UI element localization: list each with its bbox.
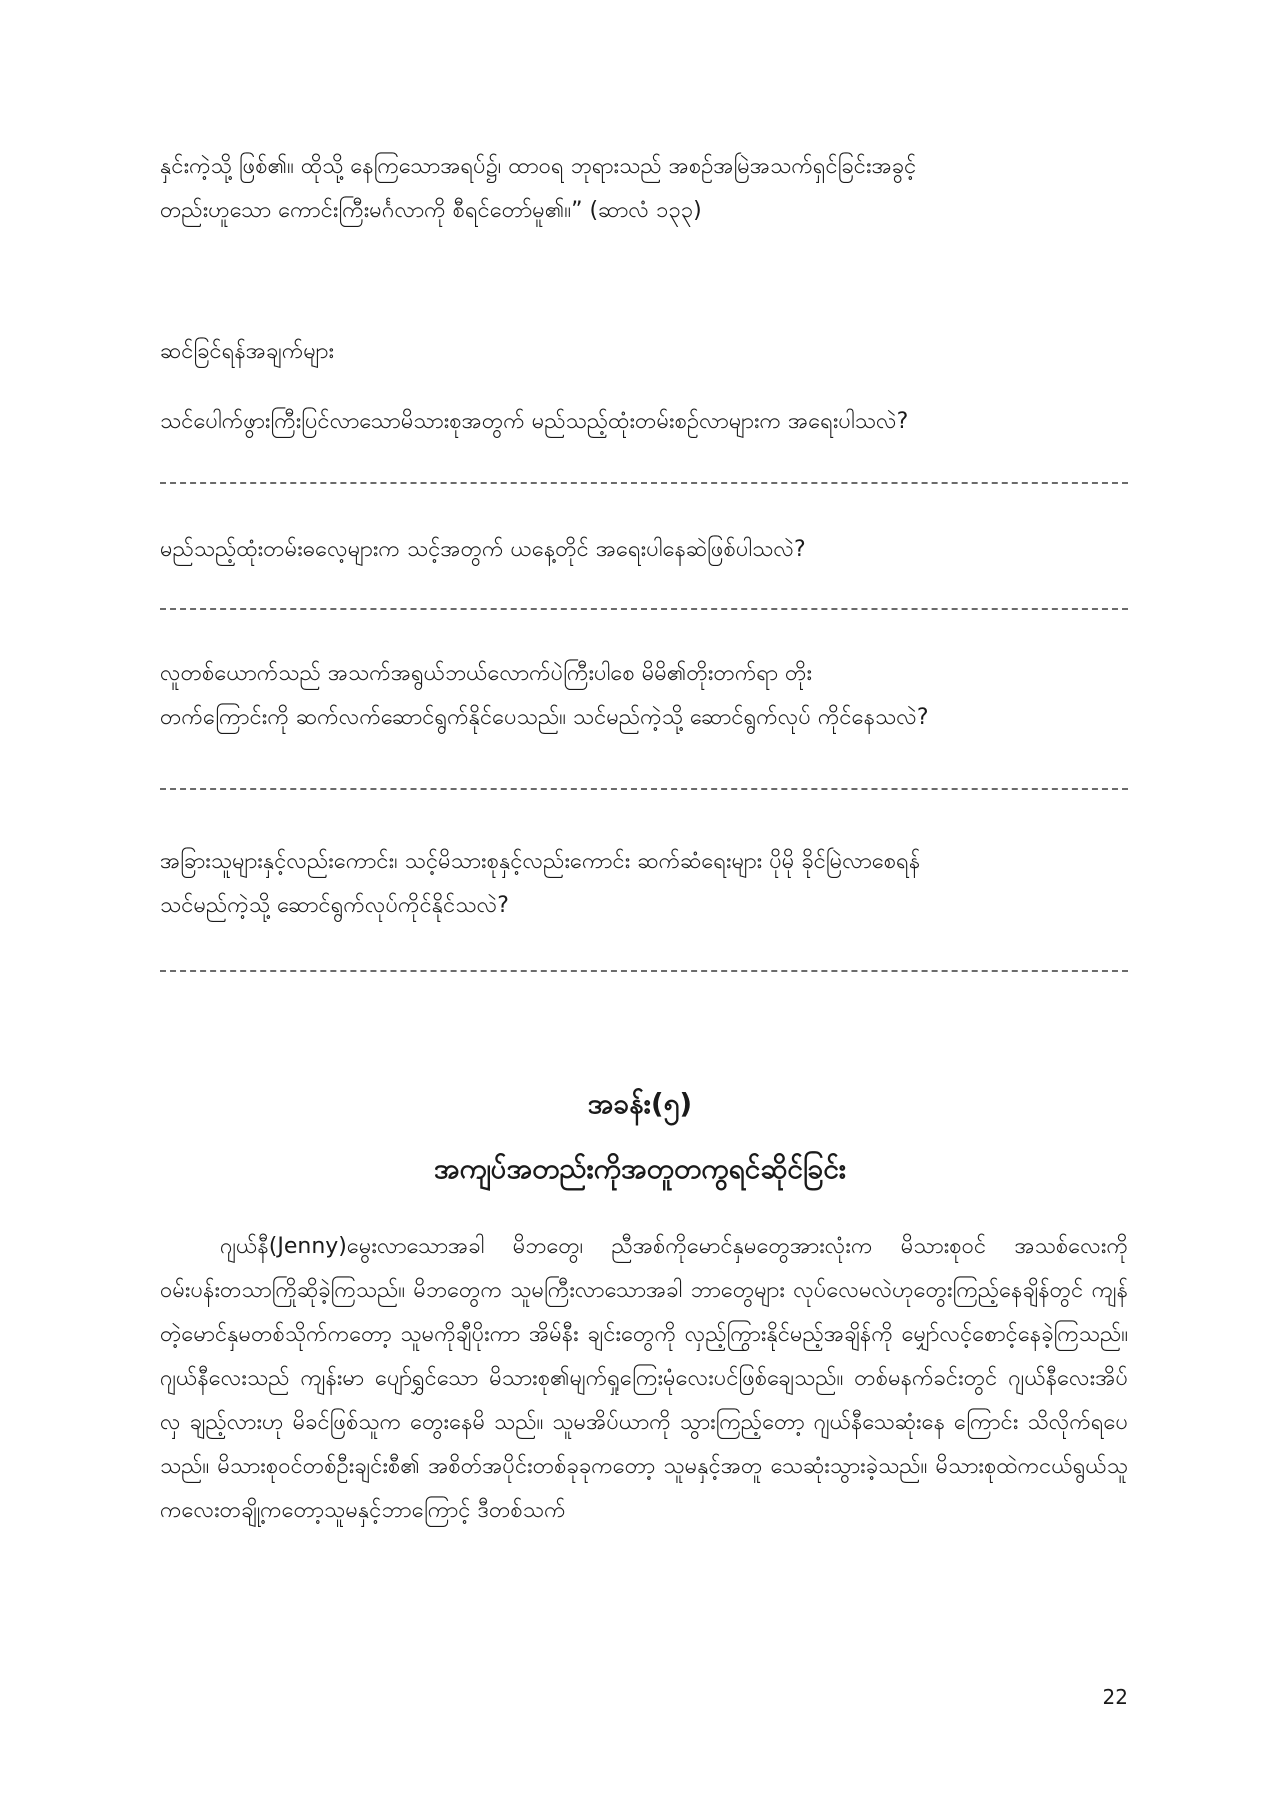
reflection-question-4 <box>160 840 1128 928</box>
chapter-number: အခန်း(၅) <box>587 1087 693 1120</box>
intro-line-2: တည်းဟူသော ကောင်းကြီးမင်္ဂလာကို စီရင်တော်မူ၏။” (ဆာလံ ၁၃၃) <box>160 198 702 223</box>
chapter-body-paragraph: ဂျယ်နီ(Jenny)မွေးလာသောအခါ မိဘတွေ၊ ညီအစ်ကိုမောင်နှမတွေအားလုံးက မိသားစုဝင် အသစ်လေးကို ဝမ်းပန်းတသာကြိုဆိုခဲ့ကြသည်။ မိဘတွေက သူမကြီးလာသောအခါ ဘာတွေများ လုပ်လေမလဲဟုတွေးကြည့်နေချိန်တွင် ကျန်တဲ့မောင်နှမတစ်သိုက်ကတော့ သူမကိုချီပိုးကာ အိမ်နီး ချင်းတွေကို လှည့်ကြွားနိုင်မည့်အချိန်ကို မျှော်လင့်စောင့်နေခဲ့ကြသည်။ ဂျယ်နီလေးသည် ကျန်းမာ ပျော်ရွှင်သော မိသားစု၏မျက်ရှုကြေးမုံလေးပင်ဖြစ်ချေသည်။ တစ်မနက်ခင်းတွင် ဂျယ်နီလေးအိပ်လှ ချည့်လားဟု မိခင်ဖြစ်သူက တွေးနေမိ သည်။ သူမအိပ်ယာကို သွားကြည့်တော့ ဂျယ်နီသေဆုံးနေ ကြောင်း သိလိုက်ရပေသည်။ မိသားစုဝင်တစ်ဦးချင်းစီ၏ အစိတ်အပိုင်းတစ်ခုခုကတော့ သူမနှင့်အတူ သေဆုံးသွားခဲ့သည်။ မိသားစုထဲကငယ်ရွယ်သူကလေးတချို့ကတော့သူမနှင့်ဘာကြောင့် ဒီတစ်သက် <box>160 1234 1128 1523</box>
reflection-question-3 <box>160 652 1128 740</box>
answer-line-1 <box>160 482 1128 484</box>
reflection-question-3-line-2: တက်ကြောင်းကို ဆက်လက်ဆောင်ရွက်နိုင်ပေသည်။ သင်မည်ကဲ့သို့ ဆောင်ရွက်လုပ် ကိုင်နေသလဲ? <box>160 705 929 730</box>
reflection-heading: ဆင်ခြင်ရန်အချက်များ <box>160 339 335 364</box>
chapter-title: အကျပ်အတည်းကိုအတူတကွရင်ဆိုင်ခြင်း <box>433 1152 847 1185</box>
reflection-question-4-line-2: သင်မည်ကဲ့သို့ ဆောင်ရွက်လုပ်ကိုင်နိုင်သလဲ? <box>160 893 509 918</box>
reflection-question-4-line-1: အခြားသူများနှင့်လည်းကောင်း၊ သင့်မိသားစုနှင့်လည်းကောင်း ဆက်ဆံရေးများ ပိုမို ခိုင်မြဲလာစေရန် <box>160 849 921 874</box>
page-number: 22 <box>1102 1685 1128 1709</box>
reflection-question-1: သင်ပေါက်ဖွားကြီးပြင်လာသောမိသားစုအတွက် မည်သည့်ထုံးတမ်းစဉ်လာများက အရေးပါသလဲ? <box>160 409 909 434</box>
answer-line-2 <box>160 608 1128 610</box>
answer-line-4 <box>160 970 1128 972</box>
reflection-question-2: မည်သည့်ထုံးတမ်းဓလေ့များက သင့်အတွက် ယနေ့တိုင် အရေးပါနေဆဲဖြစ်ပါသလဲ? <box>160 537 806 562</box>
intro-quote <box>160 145 1128 233</box>
intro-line-1: နှင်းကဲ့သို့ ဖြစ်၏။ ထိုသို့ နေကြသောအရပ်၌၊ ထာဝရ ဘုရားသည် အစဉ်အမြဲအသက်ရှင်ခြင်းအခွင့် <box>160 154 917 179</box>
reflection-question-3-line-1: လူတစ်ယောက်သည် အသက်အရွယ်ဘယ်လောက်ပဲကြီးပါစေ မိမိ၏တိုးတက်ရာ တိုး <box>160 661 813 686</box>
answer-line-3 <box>160 788 1128 790</box>
